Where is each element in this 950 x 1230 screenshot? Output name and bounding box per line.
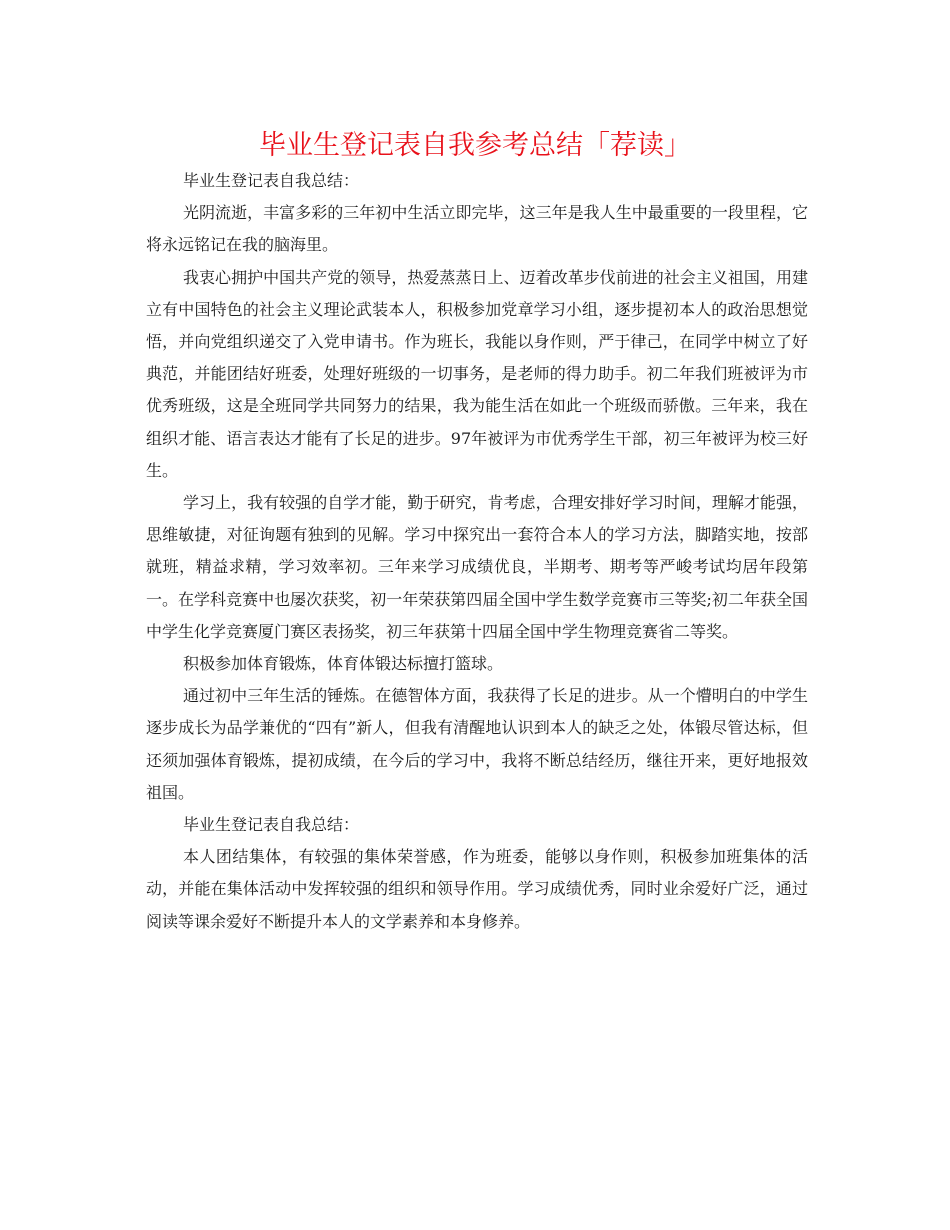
body-paragraph: 光阴流逝，丰富多彩的三年初中生活立即完毕，这三年是我人生中最重要的一段里程，它将永远铭记在我的脑海里。: [146, 203, 808, 255]
body-paragraph: 通过初中三年生活的锤炼。在德智体方面，我获得了长足的进步。从一个懵明白的中学生逐步成长为品学兼优的“四有”新人，但我有清醒地认识到本人的缺乏之处，体锻尽管达标，但还须加强体育锻炼，提初成绩，在今后的学习中，我将不断总结经历，继往开来，更好地报效祖国。: [146, 686, 808, 802]
body-paragraph: 本人团结集体，有较强的集体荣誉感，作为班委，能够以身作则，积极参加班集体的活动，并能在集体活动中发挥较强的组织和领导作用。学习成绩优秀，同时业余爱好广泛，通过阅读等课余爱好不断提升本人的文学素养和本身修养。: [146, 847, 808, 931]
section-heading: 毕业生登记表自我总结：: [183, 815, 360, 835]
document-body: [146, 165, 808, 938]
body-paragraph: 学习上，我有较强的自学才能，勤于研究，肯考虑，合理安排好学习时间，理解才能强，思维敏捷，对征询题有独到的见解。学习中探究出一套符合本人的学习方法，脚踏实地，按部就班，精益求精，学习效率初。三年来学习成绩优良，半期考、期考等严峻考试均居年段第一。在学科竞赛中也屡次获奖，初一年荣获第四届全国中学生数学竞赛市三等奖;初二年获全国中学生化学竞赛厦门赛区表扬奖，初三年获第十四届全国中学生物理竞赛省二等奖。: [146, 493, 808, 641]
body-paragraph: 积极参加体育锻炼，体育体锻达标擅打篮球。: [183, 654, 504, 674]
section-heading: 毕业生登记表自我总结：: [183, 171, 360, 190]
body-paragraph: 我衷心拥护中国共产党的领导，热爱蒸蒸日上、迈着改革步伐前进的社会主义祖国，用建立有中国特色的社会主义理论武装本人，积极参加党章学习小组，逐步提初本人的政治思想觉悟，并向党组织递交了入党申请书。作为班长，我能以身作则，严于律己，在同学中树立了好典范，并能团结好班委，处理好班级的一切事务，是老师的得力助手。初二年我们班被评为市优秀班级，这是全班同学共同努力的结果，我为能生活在如此一个班级而骄傲。三年来，我在组织才能、语言表达才能有了长足的进步。97年被评为市优秀学生干部，初三年被评为校三好生。: [146, 267, 808, 480]
document-title: 毕业生登记表自我参考总结「荐读」: [259, 130, 691, 161]
